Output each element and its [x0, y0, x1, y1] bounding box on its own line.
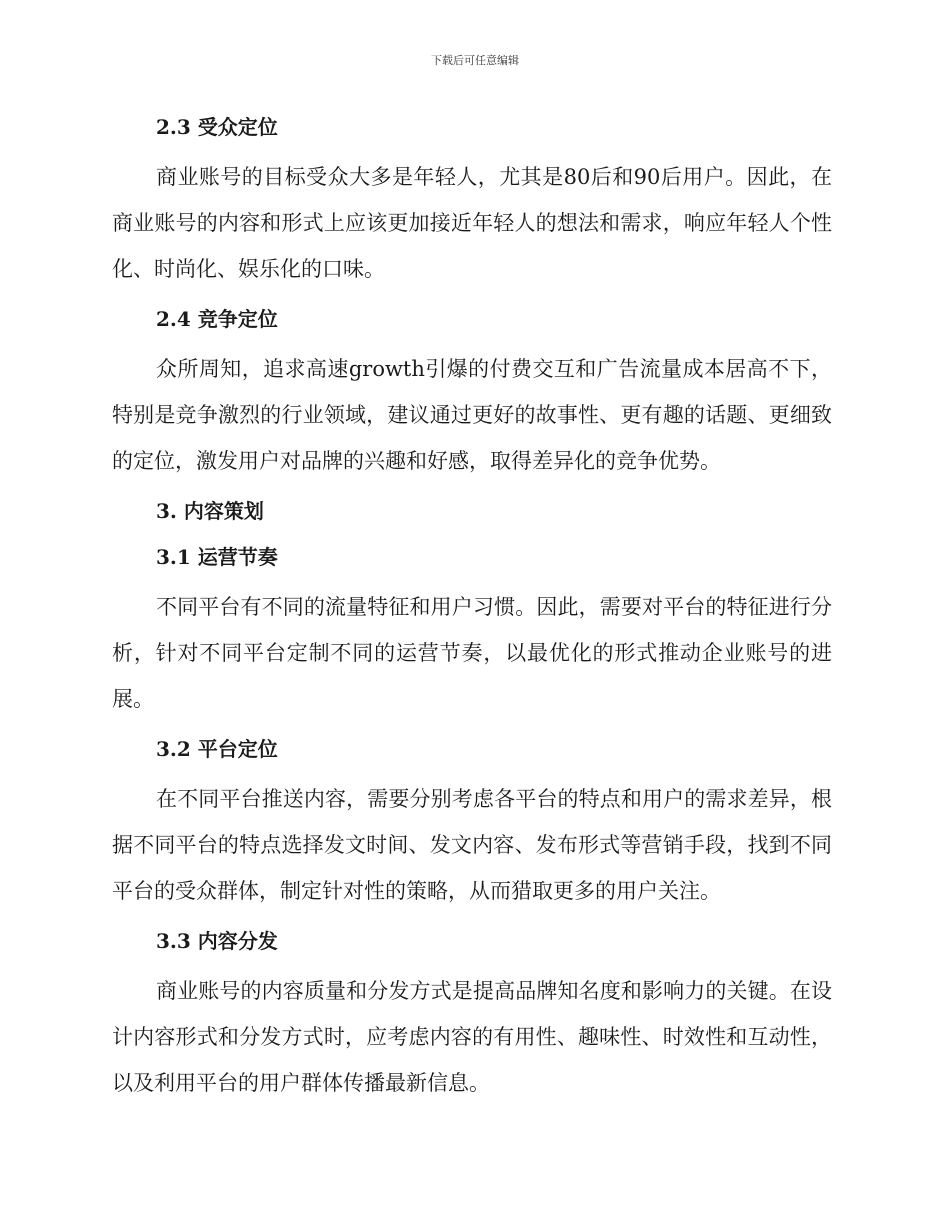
section-heading: 3.1 运营节奏: [156, 545, 278, 569]
section-paragraph: 商业账号的目标受众大多是年轻人，尤其是80后和90后用户。因此，在商业账号的内容和形式上应该更加接近年轻人的想法和需求，响应年轻人个性化、时尚化、娱乐化的口味。: [112, 165, 832, 281]
section-heading: 3. 内容策划: [156, 499, 264, 523]
document-body: [112, 108, 832, 1106]
section-3-2: [112, 730, 832, 914]
section-heading: 3.2 平台定位: [156, 737, 278, 761]
section-heading: 2.4 竞争定位: [156, 307, 278, 331]
section-paragraph: 商业账号的内容质量和分发方式是提高品牌知名度和影响力的关键。在设计内容形式和分发方式时，应考虑内容的有用性、趣味性、时效性和互动性，以及利用平台的用户群体传播最新信息。: [112, 979, 832, 1095]
section-2-3: [112, 108, 832, 292]
section-3-1: [112, 538, 832, 722]
section-2-4: [112, 300, 832, 484]
section-paragraph: 不同平台有不同的流量特征和用户习惯。因此，需要对平台的特征进行分析，针对不同平台定制不同的运营节奏，以最优化的形式推动企业账号的进展。: [112, 595, 832, 711]
section-paragraph: 众所周知，追求高速growth引爆的付费交互和广告流量成本居高不下，特别是竞争激烈的行业领域，建议通过更好的故事性、更有趣的话题、更细致的定位，激发用户对品牌的兴趣和好感，取得差异化的竞争优势。: [112, 357, 832, 473]
page-header: 下载后可任意编辑: [431, 54, 519, 67]
section-paragraph: 在不同平台推送内容，需要分别考虑各平台的特点和用户的需求差异，根据不同平台的特点选择发文时间、发文内容、发布形式等营销手段，找到不同平台的受众群体，制定针对性的策略，从而猎取更多的用户关注。: [112, 787, 832, 903]
section-3-3: [112, 922, 832, 1106]
section-heading: 3.3 内容分发: [156, 929, 278, 953]
section-heading: 2.3 受众定位: [156, 115, 278, 139]
section-3: [112, 492, 832, 530]
